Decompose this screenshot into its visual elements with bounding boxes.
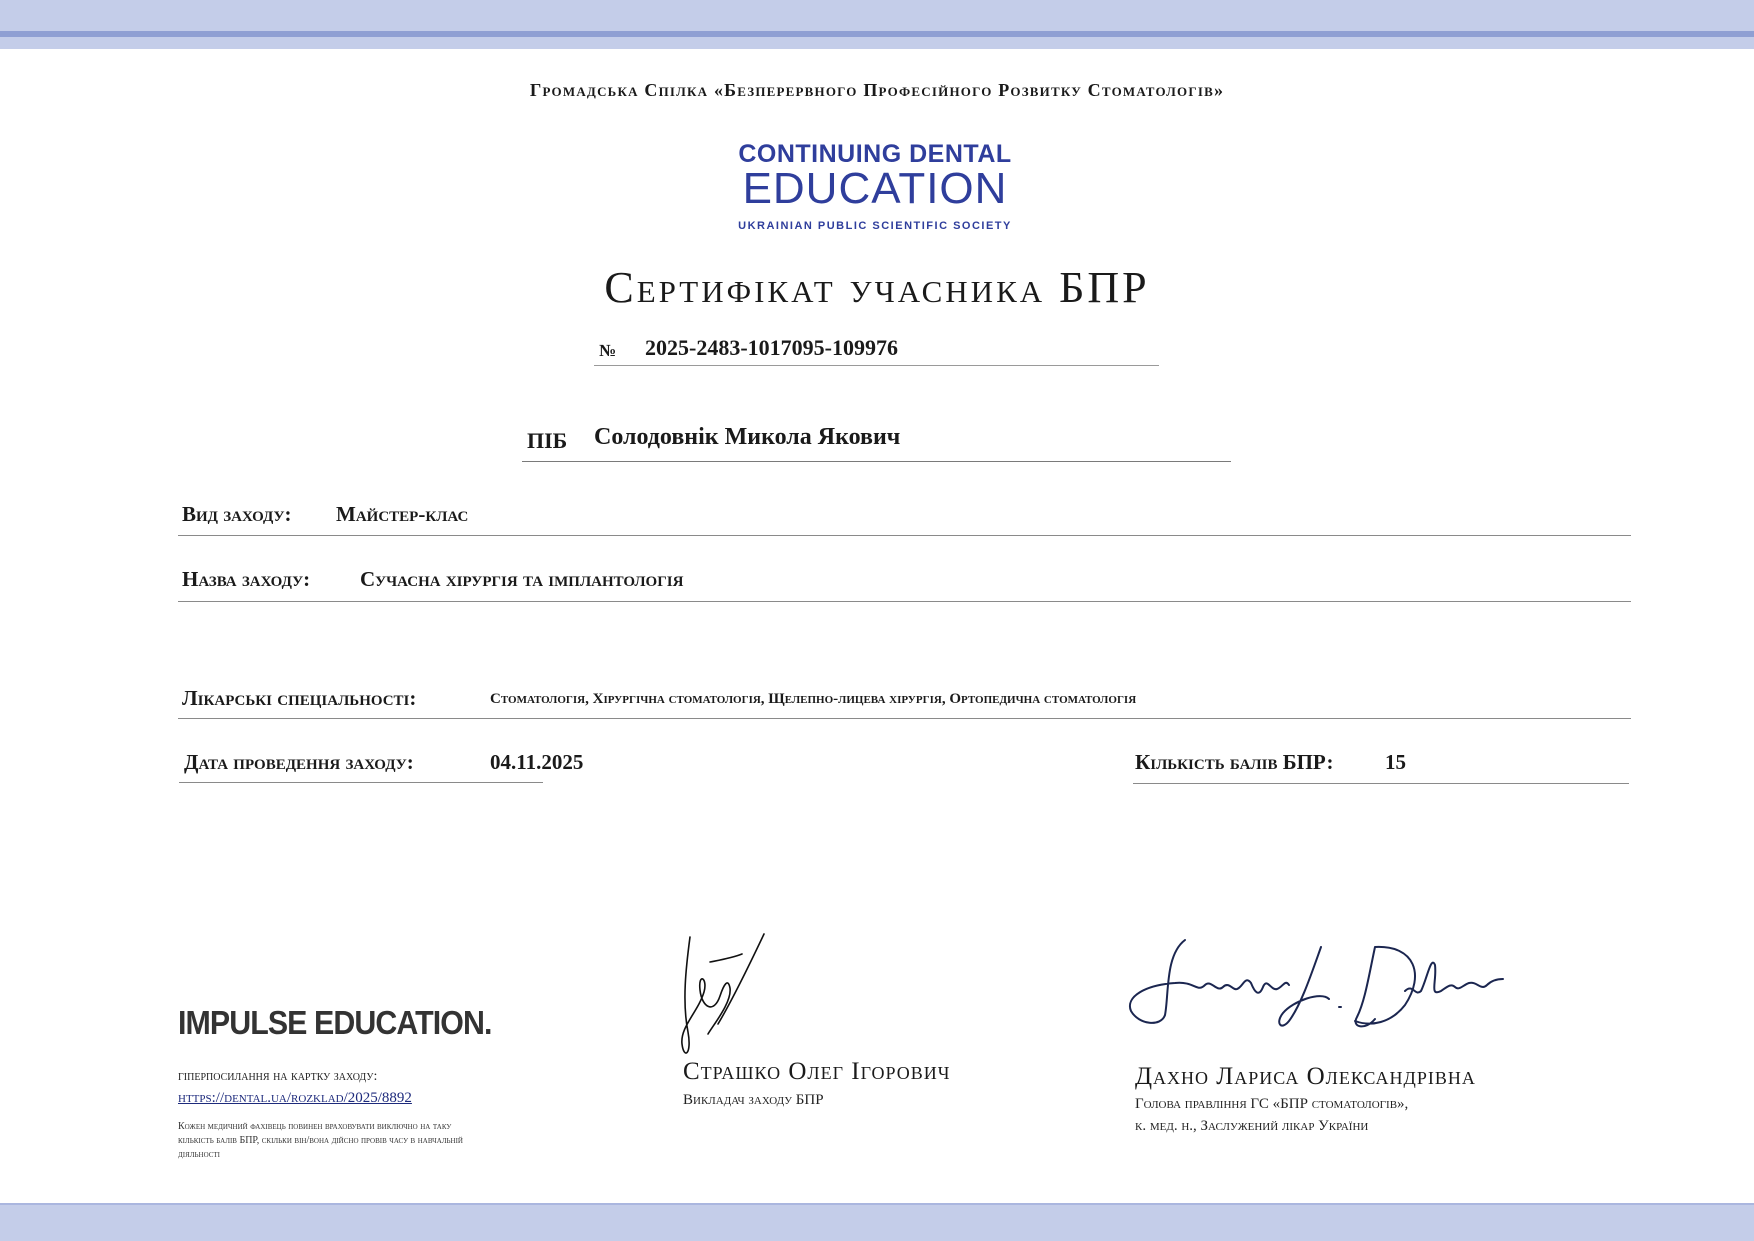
- certificate-number-underline: [594, 365, 1159, 366]
- lecturer-name: Страшко Олег Ігорович: [683, 1058, 951, 1085]
- participant-name-label: ПІБ: [527, 428, 568, 453]
- certificate-number-label: №: [599, 341, 617, 360]
- disclaimer-text: Кожен медичний фахівець повинен враховувати виключно на таку кількість балів БПР, скільки він/вона дійсно провів часу в навчальній діяльності: [178, 1121, 463, 1160]
- event-date: 04.11.2025: [490, 750, 584, 774]
- chair-signature: [1125, 935, 1505, 1030]
- event-name-underline: [178, 601, 1631, 602]
- top-band-stripe: [0, 31, 1754, 37]
- logo-line-1: CONTINUING DENTAL: [738, 140, 1012, 168]
- participant-name-underline: [522, 461, 1231, 462]
- specialties-underline: [178, 718, 1631, 719]
- event-date-underline: [179, 782, 543, 783]
- organization-name: Громадська Спілка «Безперервного Професійного Розвитку Стоматологів»: [529, 80, 1225, 100]
- lecturer-signature: [680, 932, 770, 1062]
- event-type-label: Вид заходу:: [182, 502, 292, 526]
- certificate-title: Сертифікат учасника БПР: [604, 263, 1150, 312]
- bottom-decorative-band: [0, 1205, 1754, 1241]
- logo-line-2: EDUCATION: [742, 164, 1008, 213]
- points-underline: [1133, 783, 1629, 784]
- impulse-education-logo: IMPULSE EDUCATION.: [178, 1004, 492, 1041]
- points-label: Кількість балів БПР:: [1135, 750, 1334, 774]
- logo-line-3: UKRAINIAN PUBLIC SCIENTIFIC SOCIETY: [738, 220, 1012, 232]
- event-type-underline: [178, 535, 1631, 536]
- event-date-label: Дата проведення заходу:: [184, 750, 414, 774]
- chair-name: Дахно Лариса Олександрівна: [1135, 1063, 1476, 1090]
- specialties-label: Лікарські спеціальності:: [182, 686, 417, 710]
- participant-name: Солодовнік Микола Якович: [594, 424, 901, 450]
- event-name: Сучасна хірургія та імплантологія: [360, 567, 684, 591]
- top-decorative-band: [0, 0, 1754, 49]
- points-value: 15: [1385, 750, 1406, 774]
- specialties-value: Стоматологія, Хірургічна стоматологія, Щелепно-лицева хірургія, Ортопедична стоматологія: [490, 691, 1137, 707]
- lecturer-role: Викладач заходу БПР: [683, 1092, 824, 1108]
- certificate-number: 2025-2483-1017095-109976: [645, 335, 898, 360]
- event-link[interactable]: https://dental.ua/rozklad/2025/8892: [178, 1090, 412, 1106]
- event-name-label: Назва заходу:: [182, 567, 311, 591]
- event-type: Майстер-клас: [336, 502, 469, 526]
- cde-logo: [720, 142, 1030, 232]
- chair-role-line-2: к. мед. н., Заслужений лікар України: [1135, 1118, 1369, 1134]
- event-link-label: гіперпосилання на картку заходу:: [178, 1069, 378, 1084]
- chair-role-line-1: Голова правління ГС «БПР стоматологів»,: [1135, 1096, 1409, 1112]
